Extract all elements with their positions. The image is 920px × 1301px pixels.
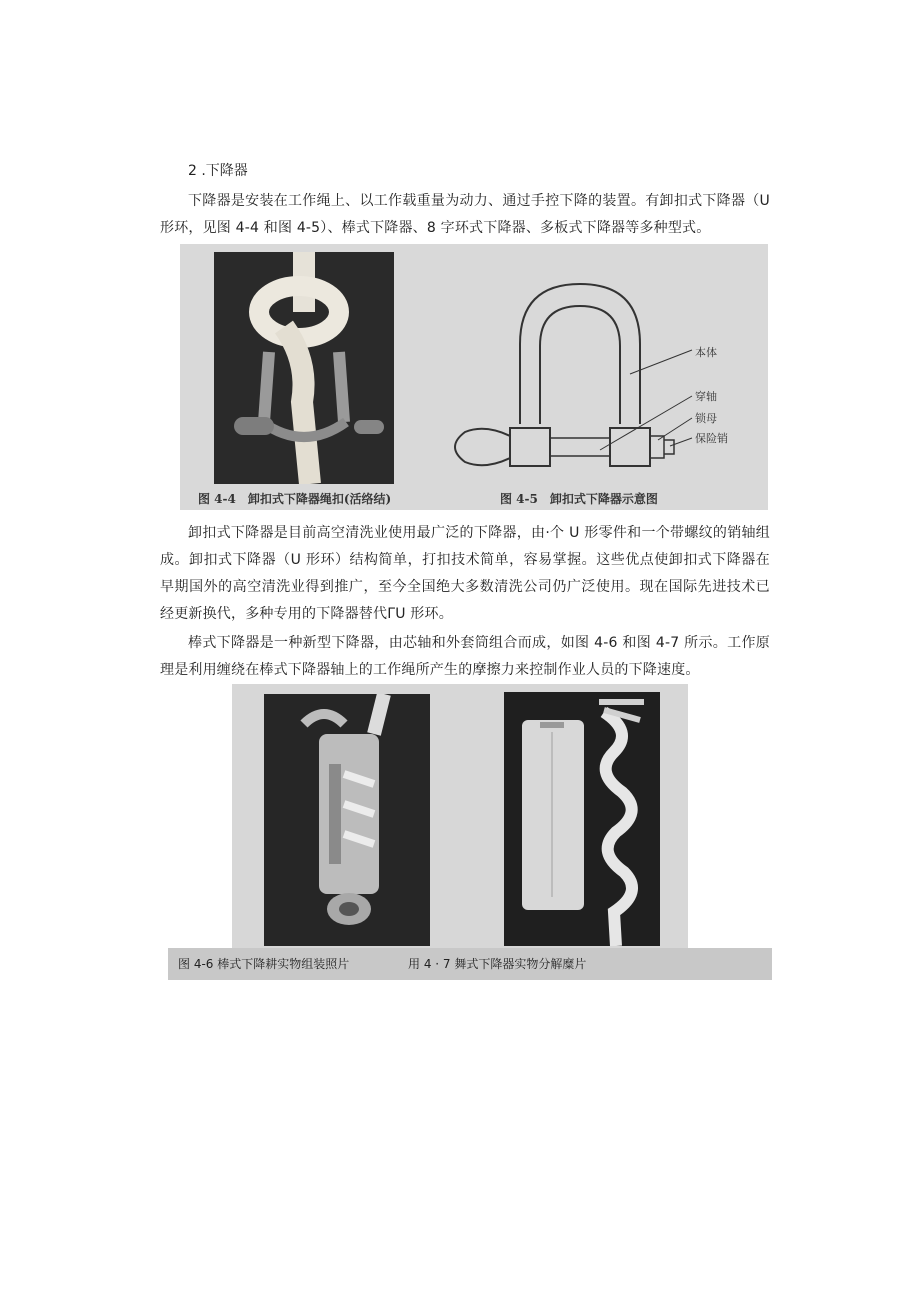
caption-figure-4-6: 图 4-6 棒式下降耕实物组装照片 bbox=[178, 957, 350, 971]
figure-4-6-4-7 bbox=[232, 684, 688, 948]
paragraph-intro: 下降器是安装在工作绳上、以工作载重量为动力、通过手控下降的装置。有卸扣式下降器（U形环，见图 4-4 和图 4-5）、棒式下降器、8 字环式下降器、多板式下降器等多种型式。 bbox=[160, 193, 770, 236]
photo-rack-disassembled bbox=[504, 692, 660, 946]
label-safety-pin: 保险销 bbox=[695, 432, 728, 445]
label-body: 本体 bbox=[695, 346, 717, 359]
caption-bar-figure-4-6-4-7 bbox=[168, 948, 772, 980]
label-pin: 穿轴 bbox=[695, 390, 717, 403]
photo-shackle-knot bbox=[214, 252, 394, 484]
figure-4-4-4-5 bbox=[180, 244, 768, 510]
paragraph-shackle: 卸扣式下降器是目前高空清洗业使用最广泛的下降器，由·个 U 形零件和一个带螺纹的销轴组成。卸扣式下降器（U 形环）结构简单，打扣技术简单，容易掌握。这些优点使卸扣式下降器在早期国外的高空清洗业得到推广，至今全国绝大多数清洗公司仍广泛使用。现在国际先进技术已经更新换代，多种专用的下降器替代ΓU 形环。 bbox=[160, 525, 770, 622]
shackle-diagram bbox=[430, 254, 760, 486]
caption-figure-4-7: 用 4 · 7 舞式下降器实物分解糜片 bbox=[408, 957, 587, 971]
photo-rack-assembled bbox=[264, 694, 430, 946]
label-nut: 锁母 bbox=[695, 412, 717, 425]
caption-figure-4-5: 图 4-5 卸扣式下降器示意图 bbox=[500, 492, 658, 506]
caption-figure-4-4: 图 4-4 卸扣式下降器绳扣(活络结) bbox=[198, 492, 392, 506]
paragraph-rack: 棒式下降器是一种新型下降器，由芯轴和外套筒组合而成，如图 4-6 和图 4-7 所示。工作原理是利用缠绕在棒式下降器轴上的工作绳所产生的摩擦力来控制作业人员的下降速度。 bbox=[160, 635, 770, 678]
section-heading: 2 .下降器 bbox=[188, 163, 248, 179]
